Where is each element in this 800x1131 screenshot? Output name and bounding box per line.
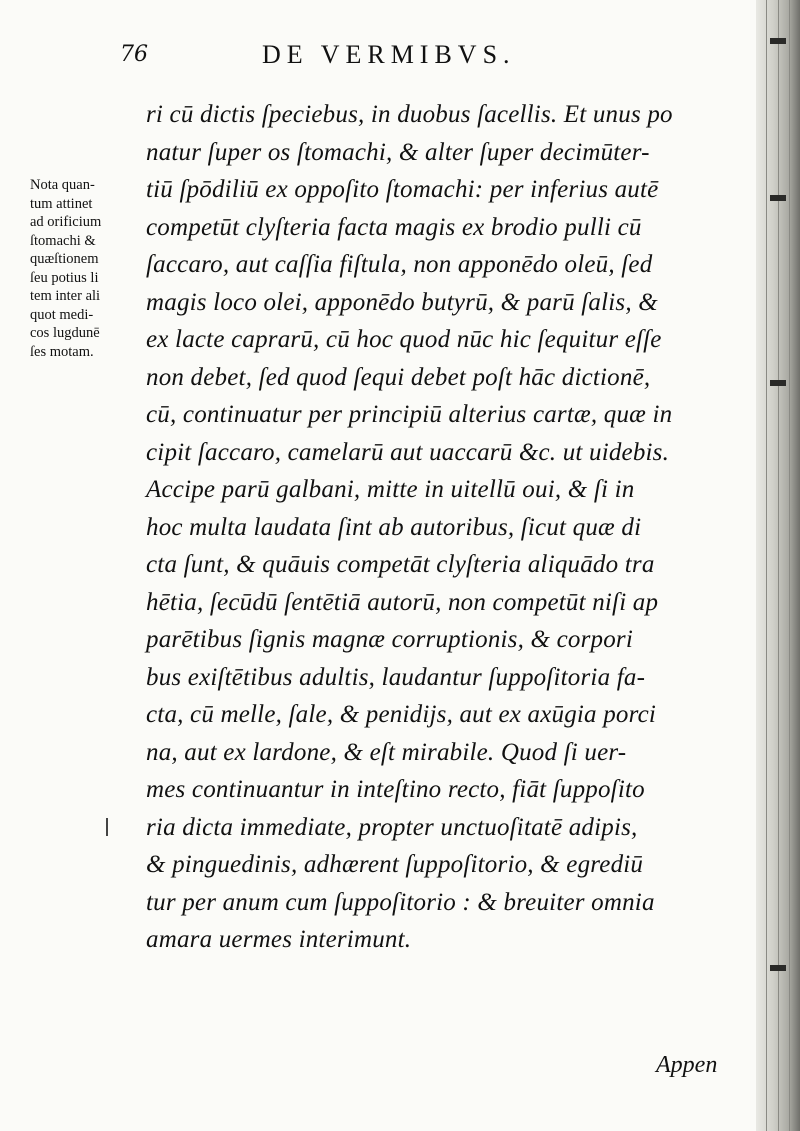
text-line: mes continuantur in inteſtino recto, fiāt ſuppoſito (146, 776, 645, 803)
text-line: ex lacte caprarū, cū hoc quod nūc hic ſequitur eſſe (146, 326, 662, 353)
page-number: 76 (120, 42, 148, 67)
text-line: bus exiſtētibus adultis, laudantur ſuppoſitoria fa- (146, 663, 646, 691)
catchword: Appen (656, 1052, 718, 1078)
text-line: non debet, ſed quod ſequi debet poſt hāc dictionē, (146, 363, 651, 391)
margin-note-line: ſtomachi & (30, 232, 96, 249)
body-text (146, 96, 736, 959)
text-line: competūt clyſteria facta magis ex brodio pulli cū (146, 213, 642, 241)
margin-note (30, 176, 140, 361)
page-edge (756, 0, 800, 1131)
running-title: DE VERMIBVS. (262, 40, 516, 69)
text-line: cta ſunt, & quāuis competāt clyſteria aliquādo tra (146, 551, 655, 578)
text-line: amara uermes interimunt. (146, 926, 412, 953)
margin-note-line: quot medi- (30, 306, 94, 323)
margin-note-line: ſes motam. (30, 343, 94, 360)
text-line: parētibus ſignis magnæ corruptionis, & corpori (146, 626, 634, 653)
margin-note-line: ſeu potius li (30, 269, 99, 286)
text-line: Accipe parū galbani, mitte in uitellū oui, & ſi in (146, 476, 635, 503)
margin-note-line: tem inter ali (30, 288, 101, 304)
text-line: cū, continuatur per principiū alterius cartæ, quæ in (146, 401, 673, 428)
margin-note-line: cos lugdunē (30, 325, 100, 341)
text-line: hoc multa laudata ſint ab autoribus, ſicut quæ di (146, 513, 642, 541)
text-line: magis loco olei, apponēdo butyrū, & parū ſalis, & (146, 288, 658, 316)
text-line: ria dicta immediate, propter unctuoſitatē adipis, (146, 813, 638, 841)
text-line: & pinguedinis, adhærent ſuppoſitorio, & egrediū (146, 851, 644, 878)
text-line: ſaccaro, aut caſſia fiſtula, non apponēdo oleū, ſed (146, 251, 653, 278)
text-line: cipit ſaccaro, camelarū aut uaccarū &c. ut uidebis. (146, 438, 670, 466)
margin-mark (106, 818, 108, 836)
text-line: cta, cū melle, ſale, & penidijs, aut ex axūgia porci (146, 701, 657, 728)
text-line: tiū ſpōdiliū ex oppoſito ſtomachi: per inferius autē (146, 176, 659, 203)
text-line: hētia, ſecūdū ſentētiā autorū, non competūt niſi ap (146, 588, 659, 616)
text-line: natur ſuper os ſtomachi, & alter ſuper decimūter- (146, 138, 650, 166)
margin-note-line: tum attinet (30, 195, 93, 212)
text-line: ri cū dictis ſpeciebus, in duobus ſacellis. Et unus po (146, 101, 673, 128)
margin-note-line: Nota quan- (30, 177, 95, 193)
margin-note-line: quæſtionem (30, 251, 99, 267)
text-line: tur per anum cum ſuppoſitorio : & breuiter omnia (146, 888, 655, 916)
margin-note-line: ad orificium (30, 214, 102, 230)
text-line: na, aut ex lardone, & eſt mirabile. Quod ſi uer- (146, 738, 627, 766)
page-header (120, 40, 740, 80)
